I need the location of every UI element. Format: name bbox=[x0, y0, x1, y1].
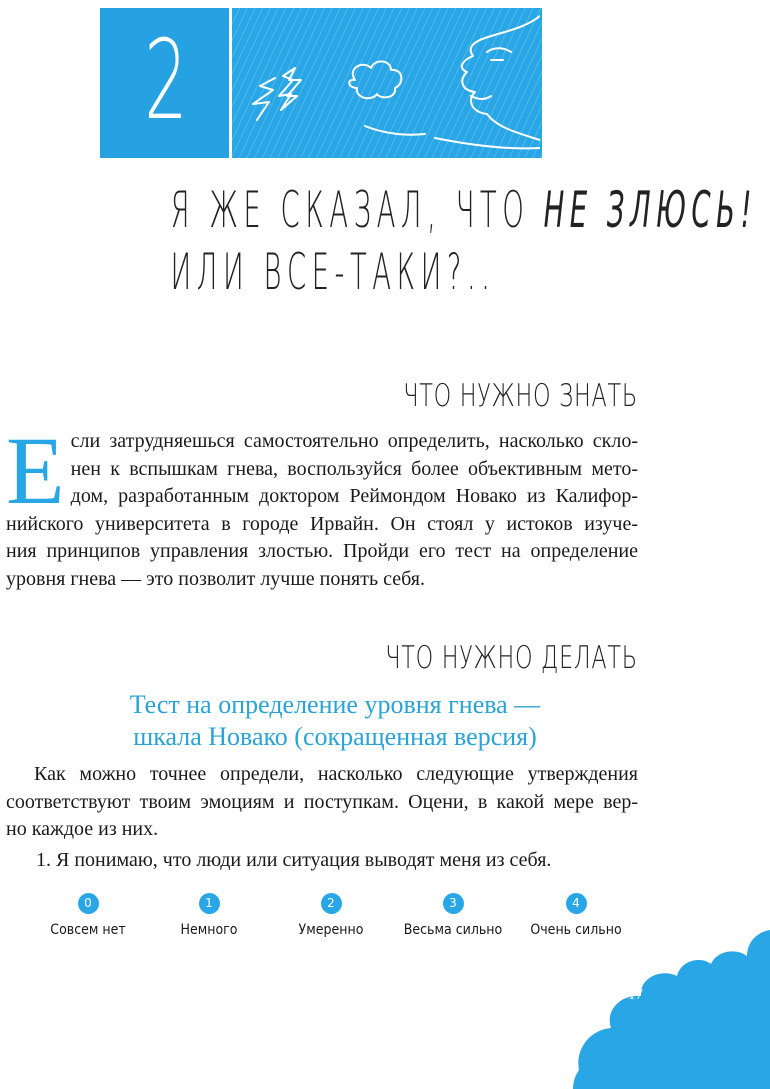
lightning-bolt bbox=[279, 68, 301, 110]
rating-scale bbox=[28, 893, 648, 953]
paragraph-line: соответствуют твоим эмоциям и поступкам. Оцени, в какой мере вер- bbox=[6, 790, 638, 813]
question-1: 1. Я понимаю, что люди или ситуация выводят меня из себя. bbox=[36, 849, 552, 871]
chapter-title-text: Я ЖЕ СКАЗАЛ, ЧТО bbox=[170, 181, 544, 239]
page-number: 17 bbox=[628, 987, 643, 1003]
lightning-bolt bbox=[253, 78, 275, 120]
chapter-title-emphasis: НЕ ЗЛЮСЬ! bbox=[543, 181, 757, 239]
paragraph-line: но каждое из них. bbox=[6, 818, 159, 841]
scale-label: Умеренно bbox=[298, 922, 364, 938]
paragraph-line: Как можно точнее определи, насколько следующие утверждения bbox=[34, 763, 638, 785]
scale-option-2[interactable] bbox=[271, 893, 391, 938]
paragraph-line: нийского университета в городе Ирвайн. Он стоял у истоков изуче- bbox=[6, 512, 638, 535]
mouth bbox=[471, 96, 491, 99]
scale-label: Весьма сильно bbox=[403, 922, 503, 938]
paragraph-line: уровня гнева — это позволит лучше понять себя. bbox=[6, 567, 425, 590]
scale-option-1[interactable] bbox=[149, 893, 269, 938]
corner-cloud-shape bbox=[565, 930, 770, 1089]
paragraph-line: дом, разработанным доктором Реймондом Новако из Калифор- bbox=[70, 485, 638, 508]
paragraph-line: нен к вспышкам гнева, воспользуйся более объективным мето- bbox=[70, 457, 638, 480]
scale-value-badge: 1 bbox=[199, 893, 220, 914]
face-profile bbox=[462, 16, 540, 140]
intro-paragraph bbox=[6, 417, 638, 594]
scale-value-badge: 3 bbox=[443, 893, 464, 914]
drop-cap: Е bbox=[6, 417, 65, 524]
test-title-line1: Тест на определение уровня гнева — bbox=[129, 690, 541, 719]
scale-label: Очень сильно bbox=[530, 922, 622, 938]
banner-illustration bbox=[235, 8, 540, 158]
section-heading-do: ЧТО НУЖНО ДЕЛАТЬ bbox=[385, 640, 638, 676]
scale-option-3[interactable] bbox=[393, 893, 513, 938]
chapter-title-line1 bbox=[170, 178, 757, 242]
chapter-number: 2 bbox=[144, 16, 188, 144]
scale-value-badge: 4 bbox=[566, 893, 587, 914]
chapter-number-box bbox=[100, 8, 232, 158]
chin-line bbox=[435, 138, 540, 148]
paragraph-line: ния принципов управления злостью. Пройди его тест на определение bbox=[6, 540, 638, 563]
paragraph-line: сли затрудняешься самостоятельно определить, насколько скло- bbox=[70, 430, 638, 452]
scale-option-0[interactable] bbox=[28, 893, 148, 938]
scale-value-badge: 2 bbox=[321, 893, 342, 914]
chapter-title-line2: ИЛИ ВСЕ-ТАКИ?.. bbox=[170, 243, 496, 301]
sketch-line bbox=[365, 126, 425, 135]
scale-value-badge: 0 bbox=[78, 893, 99, 914]
section-heading-know: ЧТО НУЖНО ЗНАТЬ bbox=[403, 378, 638, 414]
steam-cloud bbox=[349, 61, 401, 98]
scale-label: Совсем нет bbox=[50, 922, 126, 938]
instruction-paragraph bbox=[6, 761, 638, 844]
scale-label: Немного bbox=[180, 922, 238, 938]
chapter-banner bbox=[100, 8, 542, 158]
eyebrow bbox=[487, 48, 511, 52]
test-title-line2: шкала Новако (сокращенная версия) bbox=[133, 722, 537, 751]
